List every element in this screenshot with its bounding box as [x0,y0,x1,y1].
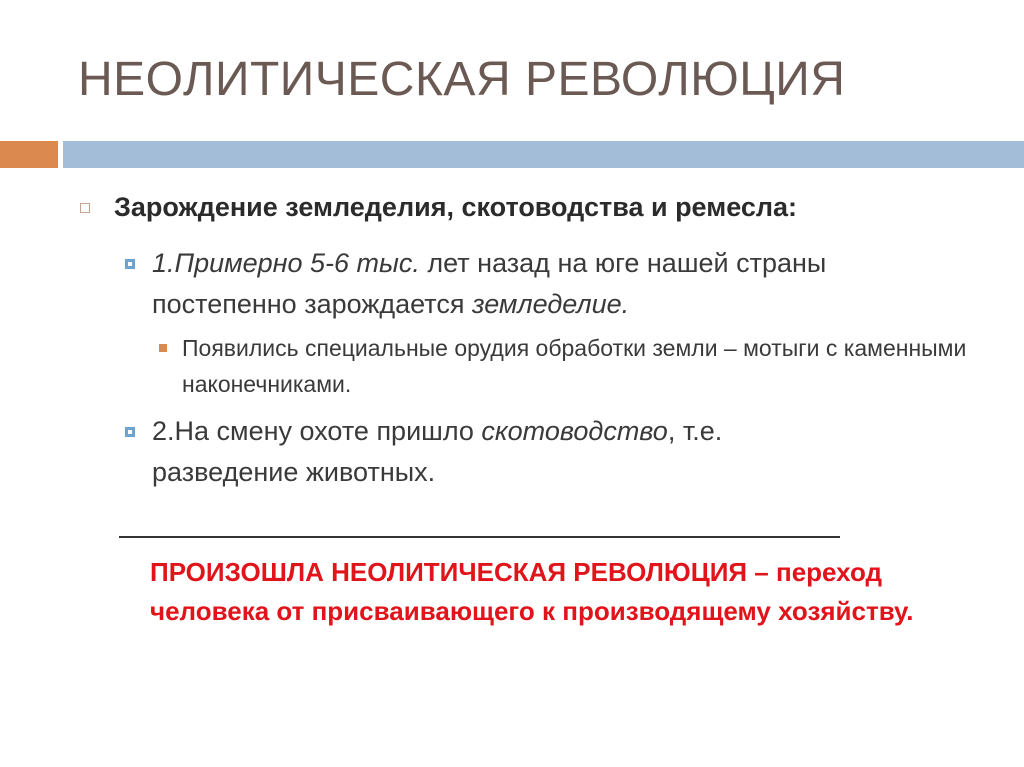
sub-bullet-1-italic-end: земледелие. [471,289,630,319]
orange-square-bullet-icon [159,344,167,352]
divider-line [119,536,840,538]
slide-title: НЕОЛИТИЧЕСКАЯ РЕВОЛЮЦИЯ [78,53,846,106]
conclusion-text: ПРОИЗОШЛА НЕОЛИТИЧЕСКАЯ РЕВОЛЮЦИЯ – переход человека от присваивающего к производящему хозяйству. [150,557,914,626]
accent-bar-blue [63,141,1024,168]
sub-sub-bullet-1 [182,330,982,402]
sub-sub-bullet-1-text: Появились специальные орудия обработки земли – мотыги с каменными наконечниками. [182,335,967,397]
sub-bullet-1-text: лет назад на юге нашей страны постепенно зарождается [152,248,827,319]
sub-bullet-2-text: 2.На смену охоте пришло [152,416,482,446]
sub-bullet-1-italic: 1.Примерно 5-6 тыс. [152,248,420,278]
accent-bar-orange [0,141,58,168]
blue-square-bullet-icon [125,259,135,269]
sub-bullet-2-italic: скотоводство [481,416,668,446]
sub-bullet-1 [152,243,952,325]
sub-bullet-2 [152,411,852,493]
sub-bullet-2-text-end: , т.е. разведение животных. [152,416,723,487]
hollow-square-bullet-icon [80,203,90,213]
blue-square-bullet-icon [125,427,135,437]
bullet-level1-text: Зарождение земледелия, скотоводства и ремесла: [114,192,798,222]
